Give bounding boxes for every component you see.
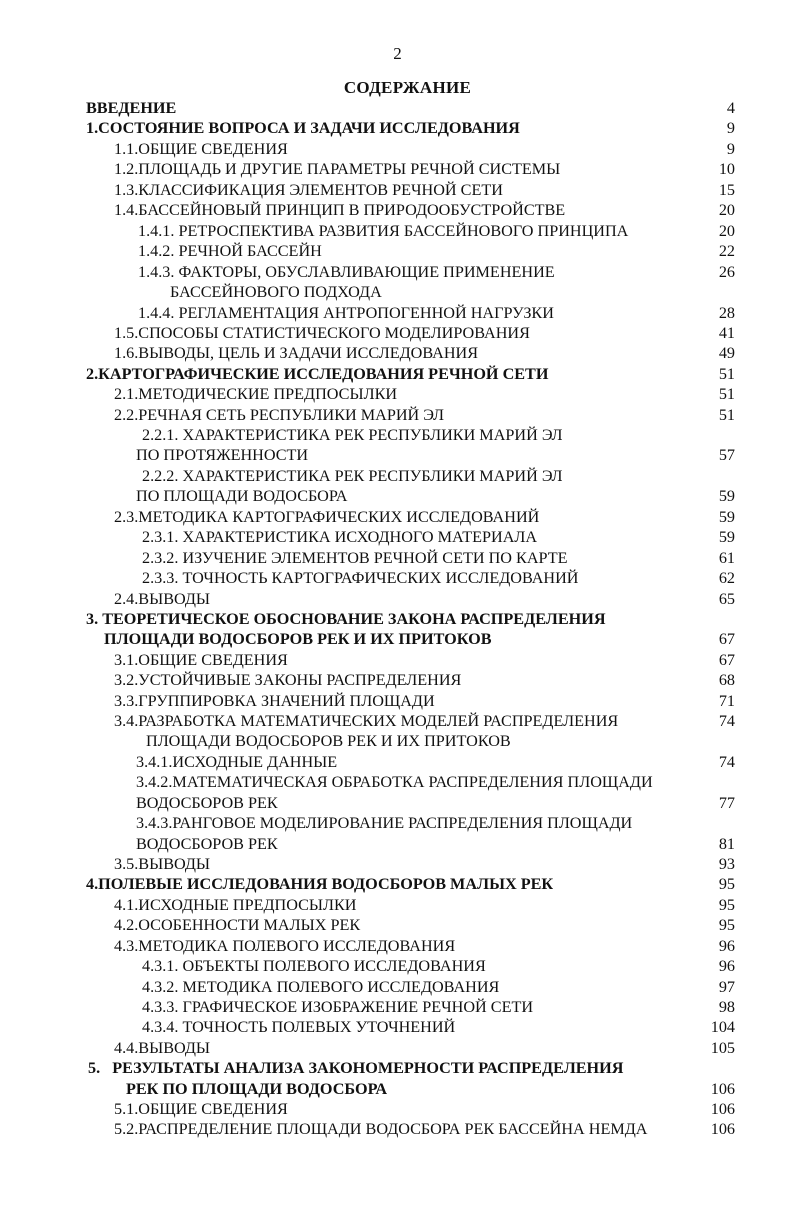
toc-entry: ПЛОЩАДИ ВОДОСБОРОВ РЕК И ИХ ПРИТОКОВ: [146, 732, 511, 750]
toc-entry: 1.2.ПЛОЩАДЬ И ДРУГИЕ ПАРАМЕТРЫ РЕЧНОЙ СИСТЕМЫ 10: [114, 160, 735, 178]
toc-entry: 1.4.2. РЕЧНОЙ БАССЕЙН 22: [138, 242, 735, 260]
toc-entry: БАССЕЙНОВОГО ПОДХОДА: [170, 283, 382, 301]
toc-entry: 4.4.ВЫВОДЫ 105: [114, 1039, 735, 1057]
toc-entry: ПО ПЛОЩАДИ ВОДОСБОРА 59: [136, 487, 735, 505]
page-number: 2: [393, 44, 402, 63]
toc-entry: 4.2.ОСОБЕННОСТИ МАЛЫХ РЕК 95: [114, 916, 735, 934]
toc-entry: 3.4.3.РАНГОВОЕ МОДЕЛИРОВАНИЕ РАСПРЕДЕЛЕНИЯ ПЛОЩАДИ: [136, 814, 633, 832]
toc-entry: 1.4.БАССЕЙНОВЫЙ ПРИНЦИП В ПРИРОДООБУСТРОЙСТВЕ 20: [114, 201, 735, 219]
toc-entry: 1.4.3. ФАКТОРЫ, ОБУСЛАВЛИВАЮЩИЕ ПРИМЕНЕНИЕ 26: [138, 263, 735, 281]
toc-entry: ВОДОСБОРОВ РЕК 81: [136, 835, 735, 853]
toc-entry: 4.1.ИСХОДНЫЕ ПРЕДПОСЫЛКИ 95: [114, 896, 735, 914]
toc-entry: 3.4.2.МАТЕМАТИЧЕСКАЯ ОБРАБОТКА РАСПРЕДЕЛЕНИЯ ПЛОЩАДИ: [136, 773, 653, 791]
toc-entry: 2.3.2. ИЗУЧЕНИЕ ЭЛЕМЕНТОВ РЕЧНОЙ СЕТИ ПО КАРТЕ 61: [142, 549, 735, 567]
toc-entry: 1.4.4. РЕГЛАМЕНТАЦИЯ АНТРОПОГЕННОЙ НАГРУЗКИ 28: [138, 304, 735, 322]
toc-entry: 1.4.1. РЕТРОСПЕКТИВА РАЗВИТИЯ БАССЕЙНОВОГО ПРИНЦИПА 20: [138, 222, 735, 240]
toc-entry: 3.1.ОБЩИЕ СВЕДЕНИЯ 67: [114, 651, 735, 669]
toc-entry: 3.4.РАЗРАБОТКА МАТЕМАТИЧЕСКИХ МОДЕЛЕЙ РАСПРЕДЕЛЕНИЯ 74: [114, 712, 735, 730]
toc-entry: 2.2.РЕЧНАЯ СЕТЬ РЕСПУБЛИКИ МАРИЙ ЭЛ 51: [114, 406, 735, 424]
toc-entry: 2.1.МЕТОДИЧЕСКИЕ ПРЕДПОСЫЛКИ 51: [114, 385, 735, 403]
toc-entry: 3. ТЕОРЕТИЧЕСКОЕ ОБОСНОВАНИЕ ЗАКОНА РАСПРЕДЕЛЕНИЯ: [86, 610, 606, 628]
toc-entry: 1.1.ОБЩИЕ СВЕДЕНИЯ 9: [114, 140, 735, 158]
toc-entry: 3.3.ГРУППИРОВКА ЗНАЧЕНИЙ ПЛОЩАДИ 71: [114, 692, 735, 710]
toc-entry: 3.5.ВЫВОДЫ 93: [114, 855, 735, 873]
toc-entry: 4.3.2. МЕТОДИКА ПОЛЕВОГО ИССЛЕДОВАНИЯ 97: [142, 978, 735, 996]
toc-entry: 5.1.ОБЩИЕ СВЕДЕНИЯ 106: [114, 1100, 735, 1118]
toc-entry: 5.2.РАСПРЕДЕЛЕНИЕ ПЛОЩАДИ ВОДОСБОРА РЕК БАССЕЙНА НЕМДА 106: [114, 1120, 735, 1138]
toc-entry: 2.4.ВЫВОДЫ 65: [114, 590, 735, 608]
toc-entry: 1.3.КЛАССИФИКАЦИЯ ЭЛЕМЕНТОВ РЕЧНОЙ СЕТИ 15: [114, 181, 735, 199]
toc-entry: 1.СОСТОЯНИЕ ВОПРОСА И ЗАДАЧИ ИССЛЕДОВАНИЯ 9: [86, 119, 735, 137]
toc-entry: ВОДОСБОРОВ РЕК 77: [136, 794, 735, 812]
toc-entry: 2.3.МЕТОДИКА КАРТОГРАФИЧЕСКИХ ИССЛЕДОВАНИЙ 59: [114, 508, 735, 526]
toc-entry: 2.3.1. ХАРАКТЕРИСТИКА ИСХОДНОГО МАТЕРИАЛА 59: [142, 528, 735, 546]
toc-entry: 5. РЕЗУЛЬТАТЫ АНАЛИЗА ЗАКОНОМЕРНОСТИ РАСПРЕДЕЛЕНИЯ: [88, 1059, 624, 1077]
toc-entry: ПЛОЩАДИ ВОДОСБОРОВ РЕК И ИХ ПРИТОКОВ 67: [104, 630, 735, 648]
toc-title: СОДЕРЖАНИЕ: [343, 78, 472, 97]
toc-entry: 3.2.УСТОЙЧИВЫЕ ЗАКОНЫ РАСПРЕДЕЛЕНИЯ 68: [114, 671, 735, 689]
toc-entry: ПО ПРОТЯЖЕННОСТИ 57: [136, 446, 735, 464]
toc-entry: 2.КАРТОГРАФИЧЕСКИЕ ИССЛЕДОВАНИЯ РЕЧНОЙ СЕТИ 51: [86, 365, 735, 383]
toc-entry: 4.3.4. ТОЧНОСТЬ ПОЛЕВЫХ УТОЧНЕНИЙ 104: [142, 1018, 735, 1036]
toc-entry: 4.3.3. ГРАФИЧЕСКОЕ ИЗОБРАЖЕНИЕ РЕЧНОЙ СЕТИ 98: [142, 998, 735, 1016]
toc-entry: 4.3.МЕТОДИКА ПОЛЕВОГО ИССЛЕДОВАНИЯ 96: [114, 937, 735, 955]
toc-entry: РЕК ПО ПЛОЩАДИ ВОДОСБОРА 106: [126, 1080, 735, 1098]
toc-entry: 2.3.3. ТОЧНОСТЬ КАРТОГРАФИЧЕСКИХ ИССЛЕДОВАНИЙ 62: [142, 569, 735, 587]
toc-entry: 3.4.1.ИСХОДНЫЕ ДАННЫЕ 74: [136, 753, 735, 771]
toc-entry: ВВЕДЕНИЕ 4: [86, 99, 735, 117]
toc-entry: 4.3.1. ОБЪЕКТЫ ПОЛЕВОГО ИССЛЕДОВАНИЯ 96: [142, 957, 735, 975]
toc-entry: 1.5.СПОСОБЫ СТАТИСТИЧЕСКОГО МОДЕЛИРОВАНИЯ 41: [114, 324, 735, 342]
toc-entry: 2.2.1. ХАРАКТЕРИСТИКА РЕК РЕСПУБЛИКИ МАРИЙ ЭЛ: [142, 426, 563, 444]
toc-entry: 4.ПОЛЕВЫЕ ИССЛЕДОВАНИЯ ВОДОСБОРОВ МАЛЫХ РЕК 95: [86, 875, 735, 893]
toc-entry: 1.6.ВЫВОДЫ, ЦЕЛЬ И ЗАДАЧИ ИССЛЕДОВАНИЯ 49: [114, 344, 735, 362]
toc-entry: 2.2.2. ХАРАКТЕРИСТИКА РЕК РЕСПУБЛИКИ МАРИЙ ЭЛ: [142, 467, 563, 485]
